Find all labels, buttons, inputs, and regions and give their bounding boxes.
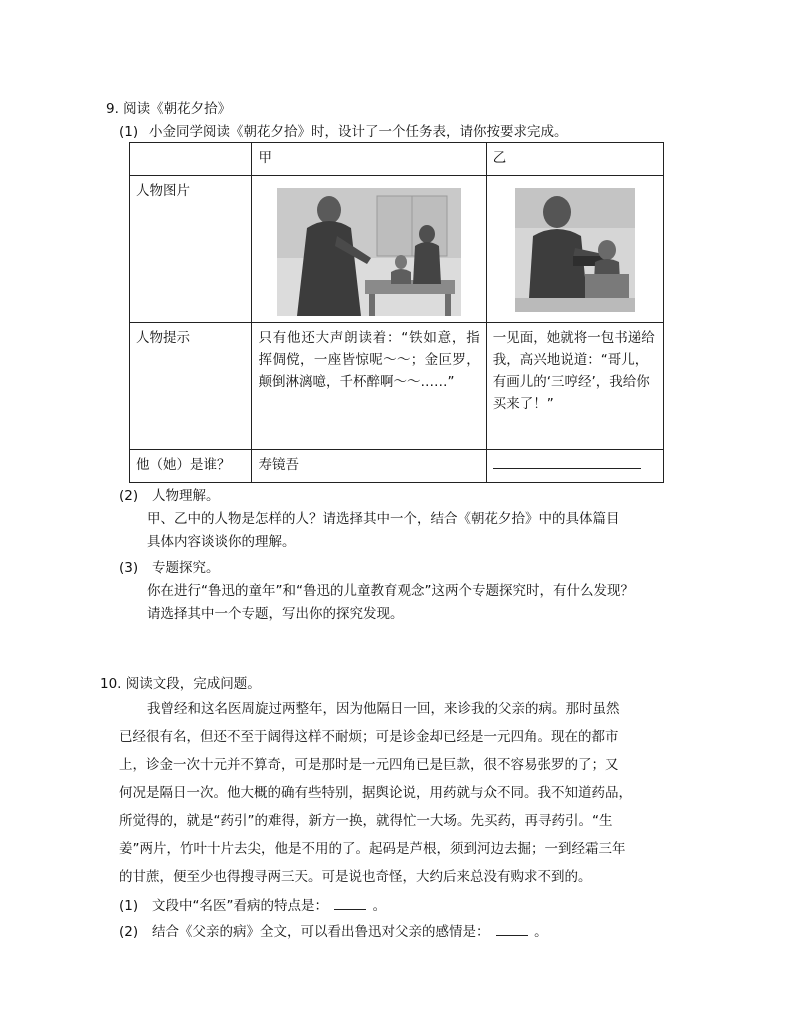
- q9-title: 9. 阅读《朝花夕拾》: [106, 101, 232, 117]
- q9-sub3-line1: 你在进行“鲁迅的童年”和“鲁迅的儿童教育观念”这两个专题探究时，有什么发现？: [147, 583, 634, 599]
- answer-b-blank[interactable]: [493, 454, 641, 469]
- hint-a: 只有他还大声朗读着：“铁如意，指挥倜傥，一座皆惊呢～～；金叵罗，颠倒淋漓噫，千杯醉啊～～……”: [252, 323, 486, 450]
- passage-line: 何况是隔日一次。他大概的确有些特别，据舆论说，用药就与众不同。我不知道药品，: [119, 785, 632, 801]
- q9-sub3-number: (3): [119, 560, 139, 576]
- q10-sub1-blank[interactable]: [334, 895, 366, 910]
- table-header-b: 乙: [486, 143, 663, 176]
- table-cell-empty: [130, 143, 252, 176]
- table-header-a: 甲: [252, 143, 486, 176]
- q10-sub2: [152, 921, 548, 943]
- row-label-picture: 人物图片: [130, 176, 252, 323]
- q9-sub3-title: 专题探究。: [152, 560, 220, 576]
- table-row: [130, 450, 664, 483]
- table-row: [130, 143, 664, 176]
- q9-sub3-line2: 请选择其中一个专题，写出你的探究发现。: [147, 606, 404, 622]
- task-table: [129, 142, 664, 483]
- q10-sub2-number: (2): [119, 924, 139, 940]
- picture-cell-a: [252, 176, 486, 323]
- picture-cell-b: [486, 176, 663, 323]
- q10-sub1: [152, 895, 386, 917]
- passage-line: 的甘蔗，便至少也得搜寻两三天。可是说也奇怪，大约后来总没有购求不到的。: [119, 869, 592, 885]
- q9-sub2-line2: 具体内容谈谈你的理解。: [147, 534, 296, 550]
- table-row: [130, 323, 664, 450]
- passage-line: 我曾经和这名医周旋过两整年，因为他隔日一回，来诊我的父亲的病。那时虽然: [147, 701, 620, 717]
- q9-sub2-line1: 甲、乙中的人物是怎样的人？请选择其中一个，结合《朝花夕拾》中的具体篇目: [147, 511, 620, 527]
- q10-sub1-number: (1): [119, 898, 139, 914]
- q9-sub1-number: (1): [119, 124, 139, 140]
- passage-line: 上，诊金一次十元并不算奇，可是那时是一元四角已是巨款，很不容易张罗的了；又: [119, 757, 619, 773]
- row-label-hint: 人物提示: [130, 323, 252, 450]
- q10-title: 10. 阅读文段，完成问题。: [100, 676, 261, 692]
- q10-sub2-end: 。: [534, 924, 548, 940]
- passage-line: 所觉得的，就是“药引”的难得，新方一换，就得忙一大场。先买药，再寻药引。“生: [119, 813, 613, 829]
- passage-line: 已经很有名，但还不至于阔得这样不耐烦；可是诊金却已经是一元四角。现在的都市: [119, 729, 619, 745]
- q10-sub2-text: 结合《父亲的病》全文，可以看出鲁迅对父亲的感情是：: [152, 924, 490, 940]
- row-label-who: 他（她）是谁？: [130, 450, 252, 483]
- illustration-teacher-reading: [277, 188, 461, 316]
- q10-sub2-blank[interactable]: [496, 921, 528, 936]
- q9-sub2-number: (2): [119, 488, 139, 504]
- hint-b: 一见面，她就将一包书递给我，高兴地说道：“哥儿，有画儿的‘三哼经’，我给你买来了！”: [486, 323, 663, 450]
- q10-sub1-end: 。: [372, 898, 387, 914]
- table-row: [130, 176, 664, 323]
- answer-b-cell: [486, 450, 663, 483]
- passage-line: 姜”两片，竹叶十片去尖，他是不用的了。起码是芦根，须到河边去掘；一到经霜三年: [119, 841, 626, 857]
- answer-a: 寿镜吾: [252, 450, 486, 483]
- illustration-nanny-gift: [515, 188, 635, 312]
- q10-sub1-text: 文段中“名医”看病的特点是：: [152, 898, 328, 914]
- q9-sub1-text: 小金同学阅读《朝花夕拾》时，设计了一个任务表，请你按要求完成。: [149, 124, 568, 140]
- q9-sub2-title: 人物理解。: [152, 488, 220, 504]
